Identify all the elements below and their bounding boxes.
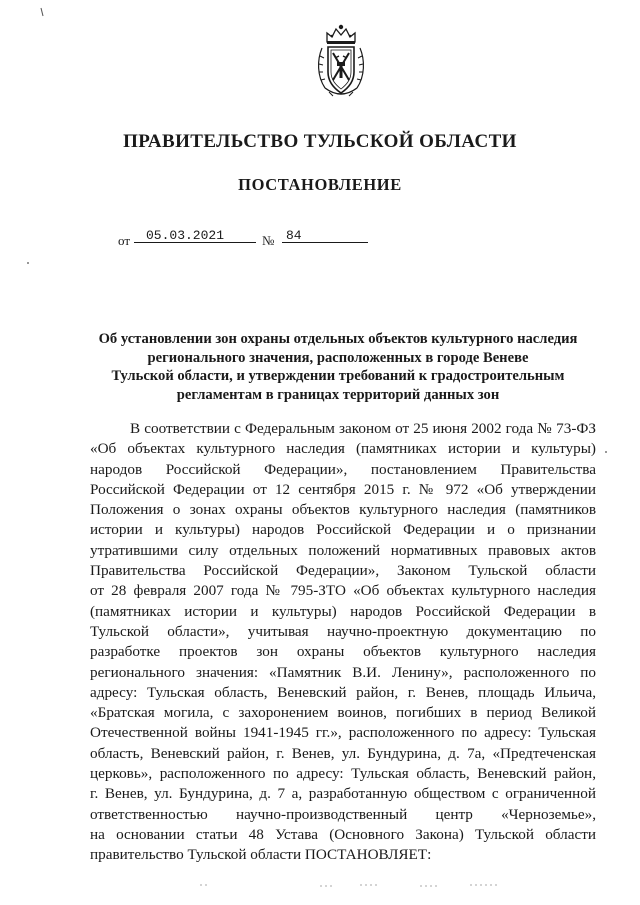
body-line: ответственностью научно-производственный центр «Черноземье», — [90, 805, 596, 823]
subject-line: регионального значения, расположенных в городе Веневе — [147, 349, 529, 366]
body-line: адресу: Тульская область, Веневский район, г. Венев, площадь Ильича, — [90, 683, 596, 701]
body-line: от 28 февраля 2007 года № 795-ЗТО «Об объектах культурного наследия — [90, 582, 596, 600]
body-line: (памятниках истории и культуры) народов Российской Федерации в — [90, 602, 596, 620]
subject-line: регламентам в границах территорий данных зон — [176, 386, 500, 403]
body-line: истории и культуры) народов Российской Федерации и о признании — [90, 521, 596, 539]
document-subject — [84, 330, 592, 404]
number-label: № — [262, 233, 275, 248]
body-line: утратившими силу отдельных положений нормативных правовых актов — [90, 541, 596, 559]
body-line: «Братская могила, с захоронением воинов, погибших в период Великой — [90, 704, 596, 722]
body-line: на основании статьи 48 Устава (Основного Закона) Тульской области — [90, 825, 596, 843]
body-line: г. Венев, ул. Бундурина, д. 7 а, разработанную обществом с ограниченной — [90, 785, 596, 803]
body-line: Положения о зонах охраны объектов культурного наследия (памятников — [90, 501, 596, 519]
tula-region-coat-of-arms-icon — [313, 22, 369, 102]
date-value: 05.03.2021 — [134, 228, 256, 243]
government-title: ПРАВИТЕЛЬСТВО ТУЛЬСКОЙ ОБЛАСТИ — [123, 131, 517, 152]
body-line: Отечественной войны 1941-1945 гг.», расположенного по адресу: Тульская — [90, 724, 596, 742]
subject-line: Об установлении зон охраны отдельных объектов культурного наследия — [98, 331, 578, 347]
date-label: от — [118, 233, 131, 248]
registration-line — [118, 228, 378, 248]
body-line: церковь», расположенного по адресу: Тульская область, Веневский район, — [90, 765, 596, 783]
body-line: правительство Тульской области ПОСТАНОВЛЯЕТ: — [90, 846, 432, 864]
body-line: Правительства Российской Федерации», Законом Тульской области — [90, 562, 596, 580]
subject-line: Тульской области, и утверждении требований к градостроительным — [111, 368, 565, 385]
document-type: ПОСТАНОВЛЕНИЕ — [238, 175, 402, 194]
body-line: В соответствии с Федеральным законом от 25 июня 2002 года № 73-ФЗ — [130, 420, 596, 437]
number-value: 84 — [282, 228, 368, 243]
body-line: Российской Федерации от 12 сентября 2015 г. № 972 «Об утверждении — [90, 480, 596, 498]
body-line: разработке проектов зон охраны объектов культурного наследия — [90, 643, 596, 661]
body-line: регионального значения: «Памятник В.И. Ленину», расположенного по — [90, 663, 596, 681]
body-line: народов Российской Федерации», постановлением Правительства — [90, 460, 596, 478]
body-line: Тульской области», учитывая научно-проектную документацию по — [90, 622, 596, 640]
preamble-paragraph — [90, 419, 596, 866]
body-line: «Об объектах культурного наследия (памятниках истории и культуры) — [90, 440, 596, 458]
body-line: область, Веневский район, г. Венев, ул. Бундурина, д. 7а, «Предтеченская — [90, 744, 596, 762]
